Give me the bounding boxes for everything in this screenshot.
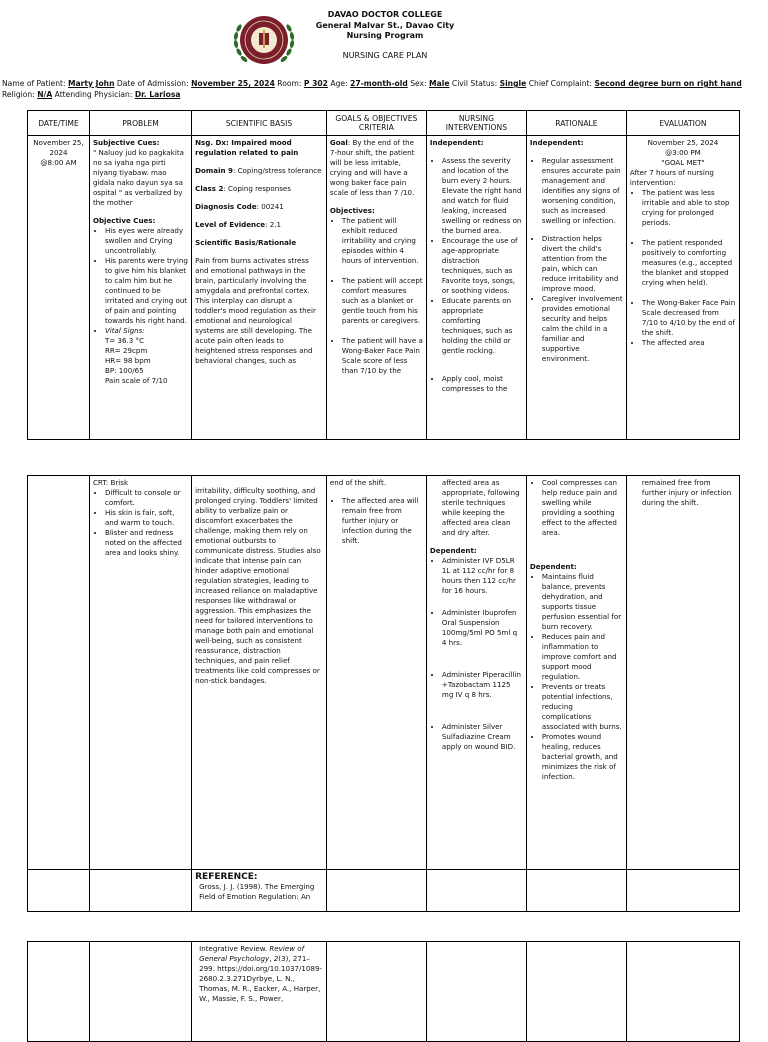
reference-text: Gross, J. J. (1998). The Emerging Field of Emotion Regulation: An — [199, 882, 315, 901]
goals-cell: Goal: By the end of the 7-hour shift, the patient will be less irritable, crying and will have a wong baker face pain scale of less than 7 /10. Objectives: • The patient will exhibit reduced irritability and crying episodes within 4 hours of intervention. • The patient will accept comfort measures such as a blanket or gentle touch from his parents or caregivers. • The patient will have a Wong-Baker Face Pain Scale score of less than 7/10 by the — [326, 136, 426, 440]
list-item: • Apply cool, moist compresses to the — [442, 374, 523, 394]
interventions-cell: Independent: • Assess the severity and location of the burn every 2 hours. Elevate the right hand and watch for fluid leaking, increased swelling or redness on the burned area. • Encourage the use of age-appropriate distraction techniques, such as Favorite toys, songs, or soothing videos. • Educate parents on appropriate comforting techniques, such as holding the child or gentle rocking. • Apply cool, moist compresses to the — [426, 136, 526, 440]
reference-cell — [192, 942, 327, 1042]
patient-age: 27-month-old — [350, 79, 408, 88]
care-plan-table-page-1 — [27, 110, 740, 440]
column-header: DATE/TIME — [28, 111, 90, 136]
scientific-basis-cell — [192, 476, 327, 870]
goals-cell: end of the shift. • The affected area will remain free from further injury or infection during the shift. — [326, 476, 426, 870]
list-item: • Vital Signs: T= 36.3 °C RR= 29cpm HR= 98 bpm BP: 100/65 Pain scale of 7/10 — [105, 326, 188, 386]
date-time-cell: November 25, 2024 @8:00 AM — [28, 136, 90, 440]
reference-text: Integrative Review. Review of General Psychology, 2(3), 271–299. https://doi.org/10.1037/1089-2680.2.3.271Dyrbye, L. N., Thomas, M. R., Eacker, A., Harper, W., Massie, F. S., Power, — [199, 944, 323, 1003]
date-time-cell — [28, 476, 90, 870]
column-header: SCIENTIFIC BASIS — [192, 111, 327, 136]
list-item: • Assess the severity and location of the burn every 2 hours. Elevate the right hand and watch for fluid leaking, increased swelling or redness on the burned area. — [442, 156, 523, 236]
rationale-cell: Independent: • Regular assessment ensures accurate pain management and identifies any signs of worsening condition, such as increased swelling or infection. • Distraction helps divert the child's attention from the pain, which can reduce irritability and improve mood. • Caregiver involvement provides emotional security and helps calm the child in a familiar and supportive environment. — [526, 136, 626, 440]
basis-text: Pain from burns activates stress and emotional pathways in the brain, particularly involving the amygdala and prefrontal cortex. This interplay can disrupt a toddler's mood regulation as their emotional and neurological systems are still developing. The acute pain often leads to heightened stress responses and behavioral changes, such as — [195, 256, 316, 365]
list-item: • The patient will exhibit reduced irritability and crying episodes within 4 hours of intervention. — [342, 216, 423, 266]
table-row — [28, 476, 740, 870]
list-item: • Encourage the use of age-appropriate distraction techniques, such as Favorite toys, songs, or soothing videos. — [442, 236, 523, 296]
list-item: • Reduces pain and inflammation to improve comfort and support mood regulation. — [542, 632, 623, 682]
college-seal-logo — [228, 10, 300, 70]
list-item: • Difficult to console or comfort. — [105, 488, 188, 508]
evaluation-cell: remained free from further injury or infection during the shift. — [626, 476, 739, 870]
list-item: • The patient was less irritable and able to stop crying for prolonged periods. — [642, 188, 736, 228]
patient-info-line-2: Religion: N/A Attending Physician: Dr. Lariosa — [2, 90, 181, 99]
document-header — [300, 10, 470, 61]
evaluation-cell: November 25, 2024 @3:00 PM "GOAL MET" After 7 hours of nursing intervention: • The patient was less irritable and able to stop crying for prolonged periods. • The patient responded positively to comforting measures (e.g., accepted the blanket and stopped crying when held). • The Wong-Baker Face Pain Scale decreased from 7/10 to 4/10 by the end of the shift. • The affected area — [626, 136, 739, 440]
table-row — [28, 136, 740, 440]
list-item: • Administer IVF D5LR 1L at 112 cc/hr for 8 hours then 112 cc/hr for 16 hours. — [442, 556, 523, 596]
religion: N/A — [37, 90, 53, 99]
subjective-cues-text: " Naluoy jud ko pagkakita no sa iyaha nga pirti niyang tiyabaw. mao gidala nako dayun sya sa ospital " as verbalized by the mother — [92, 148, 184, 207]
list-item: • The affected area will remain free from further injury or infection during the shift. — [342, 496, 423, 546]
reference-row — [28, 870, 740, 912]
objective-cues-label: Objective Cues: — [92, 216, 156, 225]
list-item: • His eyes were already swollen and Crying uncontrollably. — [105, 226, 188, 256]
list-item: • Blister and redness noted on the affected area and looks shiny. — [105, 528, 188, 558]
list-item: • Prevents or treats potential infections, reducing complications associated with burns. — [542, 682, 623, 732]
patient-name: Marty John — [67, 79, 115, 88]
list-item: • Cool compresses can help reduce pain and swelling while providing a soothing effect to the affected area. — [542, 478, 623, 538]
list-item: • His parents were trying to give him his blanket to calm him but he continued to be irritated and crying out of pain and pointing towards his right hand. — [105, 256, 188, 326]
list-item: • Educate parents on appropriate comforting techniques, such as holding the child or gentle rocking. — [442, 296, 523, 356]
scientific-basis-cell: Nsg. Dx: Impaired mood regulation related to pain Domain 9: Coping/stress tolerance Class 2: Coping responses Diagnosis Code: 00241 Level of Evidence: 2.1 Scientific Basis/Rationale Pain from burns activates stress and emotional pathways in the brain, particularly involving the amygdala and prefrontal cortex. This interplay can disrupt a toddler's mood regulation as their emotional and neurological systems are still developing. The acute pain often leads to heightened stress responses and behavioral changes, such as — [192, 136, 327, 440]
reference-cell — [192, 870, 327, 912]
rationale-cell: • Cool compresses can help reduce pain and swelling while providing a soothing effect to the affected area. Dependent: • Maintains fluid balance, prevents dehydration, and supports tissue perfusion essential for burn recovery. • Reduces pain and inflammation to improve comfort and support mood regulation. • Prevents or treats potential infections, reducing complications associated with burns. • Promotes wound healing, reduces bacterial growth, and minimizes the risk of infection. — [526, 476, 626, 870]
list-item: • Promotes wound healing, reduces bacterial growth, and minimizes the risk of infection. — [542, 732, 623, 782]
chief-complaint: Second degree burn on right hand — [594, 79, 742, 88]
civil-status: Single — [499, 79, 527, 88]
reference-label: REFERENCE: — [195, 872, 258, 882]
care-plan-table-page-3 — [27, 941, 740, 1042]
column-header: NURSING INTERVENTIONS — [426, 111, 526, 136]
list-item: • His skin is fair, soft, and warm to touch. — [105, 508, 188, 528]
column-header: RATIONALE — [526, 111, 626, 136]
table-row — [28, 942, 740, 1042]
list-item: • Caregiver involvement provides emotional security and helps calm the child in a familiar and supportive environment. — [542, 294, 623, 364]
attending-physician: Dr. Lariosa — [134, 90, 181, 99]
list-item: • The affected area — [642, 338, 736, 348]
column-header: PROBLEM — [89, 111, 191, 136]
goal-status: "GOAL MET" — [661, 158, 705, 167]
list-item: • The patient will have a Wong-Baker Face Pain Scale score of less than 7/10 by the — [342, 336, 423, 376]
list-item: • The Wong-Baker Face Pain Scale decreased from 7/10 to 4/10 by the end of the shift. — [642, 298, 736, 338]
problem-cell — [89, 136, 191, 440]
college-name: DAVAO DOCTOR COLLEGE — [327, 10, 443, 19]
list-item: • Maintains fluid balance, prevents dehydration, and supports tissue perfusion essential for burn recovery. — [542, 572, 623, 632]
list-item: • Distraction helps divert the child's attention from the pain, which can reduce irritability and improve mood. — [542, 234, 623, 294]
room-number: P 302 — [303, 79, 328, 88]
college-address: General Malvar St., Davao City — [315, 20, 455, 30]
patient-sex: Male — [429, 79, 450, 88]
column-header: GOALS & OBJECTIVES CRITERIA — [326, 111, 426, 136]
patient-info-line-1: Name of Patient: Marty John Date of Admission: November 25, 2024 Room: P 302 Age: 27-month-old Sex: Male Civil Status: Single Chief Complaint: Second degree burn on right hand — [2, 79, 742, 88]
nursing-diagnosis: Nsg. Dx: Impaired mood regulation related to pain — [195, 138, 299, 157]
admission-date: November 25, 2024 — [191, 79, 275, 88]
program-name: Nursing Program — [346, 31, 424, 40]
column-header: EVALUATION — [626, 111, 739, 136]
basis-text: irritability, difficulty soothing, and prolonged crying. Toddlers' limited ability to verbalize pain or discomfort exacerbates the challenge, making them rely on emotional outbursts to communicate distress. Studies also indicate that intense pain can hinder adaptive emotional regulation strategies, leading to increased reliance on maladaptive responses like withdrawal or aggression. This emphasizes the need for tailored interventions to manage both pain and emotional well-being, such as consistent reassurance, distraction techniques, and pain relief treatments like cold compresses or non-stick bandages. — [195, 486, 321, 685]
problem-cell: CRT: Brisk • Difficult to console or comfort. • His skin is fair, soft, and warm to touch. • Blister and redness noted on the affected area and looks shiny. — [89, 476, 191, 870]
list-item: • Administer Silver Sulfadiazine Cream apply on wound BID. — [442, 722, 523, 752]
table-header-row — [28, 111, 740, 136]
interventions-cell: affected area as appropriate, following sterile techniques while keeping the affected area clean and dry after. Dependent: • Administer IVF D5LR 1L at 112 cc/hr for 8 hours then 112 cc/hr for 16 hours. • Administer Ibuprofen Oral Suspension 100mg/5ml PO 5ml q 4 hrs. • Administer Piperacillin +Tazobactam 1125 mg IV q 8 hrs. • Administer Silver Sulfadiazine Cream apply on wound BID. — [426, 476, 526, 870]
document-title: NURSING CARE PLAN — [342, 50, 428, 60]
care-plan-table-page-2 — [27, 475, 740, 912]
list-item: • The patient will accept comfort measures such as a blanket or gentle touch from his parents or caregivers. — [342, 276, 423, 326]
list-item: • Administer Ibuprofen Oral Suspension 100mg/5ml PO 5ml q 4 hrs. — [442, 608, 523, 648]
list-item: • The patient responded positively to comforting measures (e.g., accepted the blanket and stopped crying when held). — [642, 238, 736, 288]
list-item: • Regular assessment ensures accurate pain management and identifies any signs of worsening condition, such as increased swelling or infection. — [542, 156, 623, 226]
list-item: • Administer Piperacillin +Tazobactam 1125 mg IV q 8 hrs. — [442, 670, 523, 700]
subjective-cues-label: Subjective Cues: — [92, 138, 160, 147]
